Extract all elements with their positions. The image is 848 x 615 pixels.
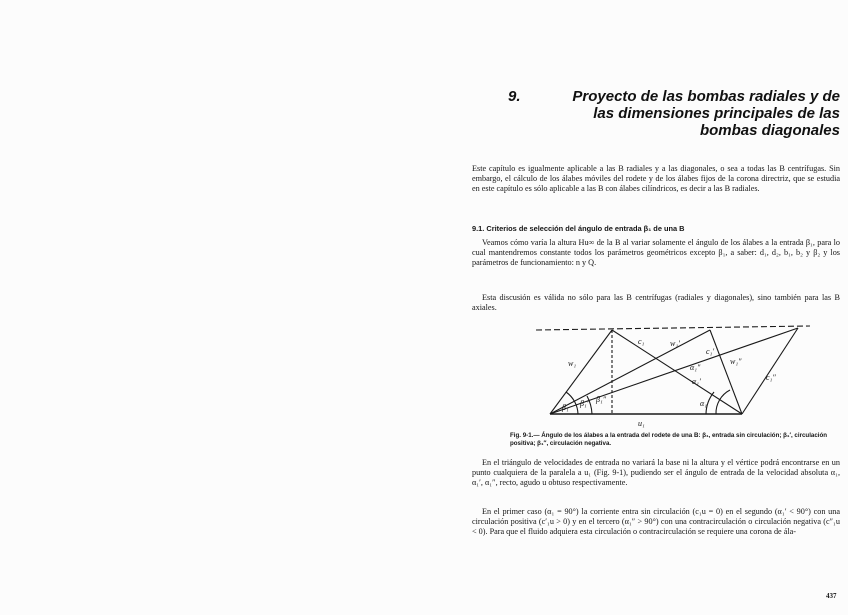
chapter-title-line-3: bombas diagonales [699,122,840,139]
label-w1p: w₁′ [670,339,680,348]
label-u1: u₁ [638,419,645,428]
intro-paragraph: Este capítulo es igualmente aplicable a las B radiales y a las diagonales, o sea a todas las B centrífugas. Sin embargo, el cálculo de los álabes móviles del rodete y de los álabes fijos de la corona directriz, que se estudia en este capítulo es sólo aplicable a las B con álabes cilíndricos, es decir a las B radiales. [472,164,840,194]
label-w1: w₁ [568,359,577,368]
figure-caption: Fig. 9-1.— Ángulo de los álabes a la entrada del rodete de una B: β₁, entrada sin circulación; β₁′, circulación positiva; β₁″, circulación negativa. [510,432,828,447]
chapter-title-line-2: las dimensiones principales de las [593,105,840,122]
label-w1pp: w₁″ [730,357,742,366]
section-heading: 9.1. Criterios de selección del ángulo de entrada β₁ de una B [472,224,685,233]
paragraph-3: En el triángulo de velocidades de entrada no variará la base ni la altura y el vértice podrá encontrarse en un punto cualquiera de la paralela a u₁ (Fig. 9-1), pudiendo ser el ángulo de entrada de la velocidad absoluta α₁, α₁′, α₁″, recto, agudo u obtuso respectivamente. [472,458,840,488]
label-alpha1: α₁ [700,399,707,408]
vector-c1-double-prime [742,328,798,414]
chapter-title-line-1: Proyecto de las bombas radiales y de [572,88,840,105]
paragraph-4: En el primer caso (α₁ = 90°) la corriente entra sin circulación (c₁u = 0) en el segundo (α₁′ < 90°) con una circulación positiva (c′₁u > 0) y en el tercero (α₁″ > 90°) con una contracirculación o circulación negativa (c″₁u < 0). Para que el fluido adquiera esta circulación o contracirculación se requiere una corona de ála- [472,507,840,537]
label-beta1: β₁ [562,403,569,412]
vector-c1-prime [710,330,742,414]
label-beta1-prime: β₁′ [580,399,589,408]
label-c1pp: c₁″ [766,373,776,382]
label-alpha1-prime: α₁′ [692,377,701,386]
chapter-number: 9. [508,88,521,105]
parallel-line [536,326,810,330]
label-c1p: c₁′ [706,347,715,356]
page-number: 437 [826,592,837,600]
velocity-triangle-diagram [520,318,820,430]
section-paragraph-2: Esta discusión es válida no sólo para las B centrífugas (radiales y diagonales), sino también para las B axiales. [472,293,840,313]
section-paragraph-1: Veamos cómo varía la altura Hu∞ de la B al variar solamente el ángulo de los álabes a la entrada β₁, para lo cual mantendremos constante todos los parámetros geométricos excepto β₁, a saber: d₁, d₂, b₁, b₂ y β₂ y los parámetros de funcionamiento: n y Q. [472,238,840,268]
chapter-title [470,88,840,139]
label-c1: c₁ [638,337,645,346]
vector-w1-prime [550,330,710,414]
label-alpha1-double-prime: α₁″ [690,363,701,372]
label-beta1-double-prime: β₁″ [596,395,607,404]
